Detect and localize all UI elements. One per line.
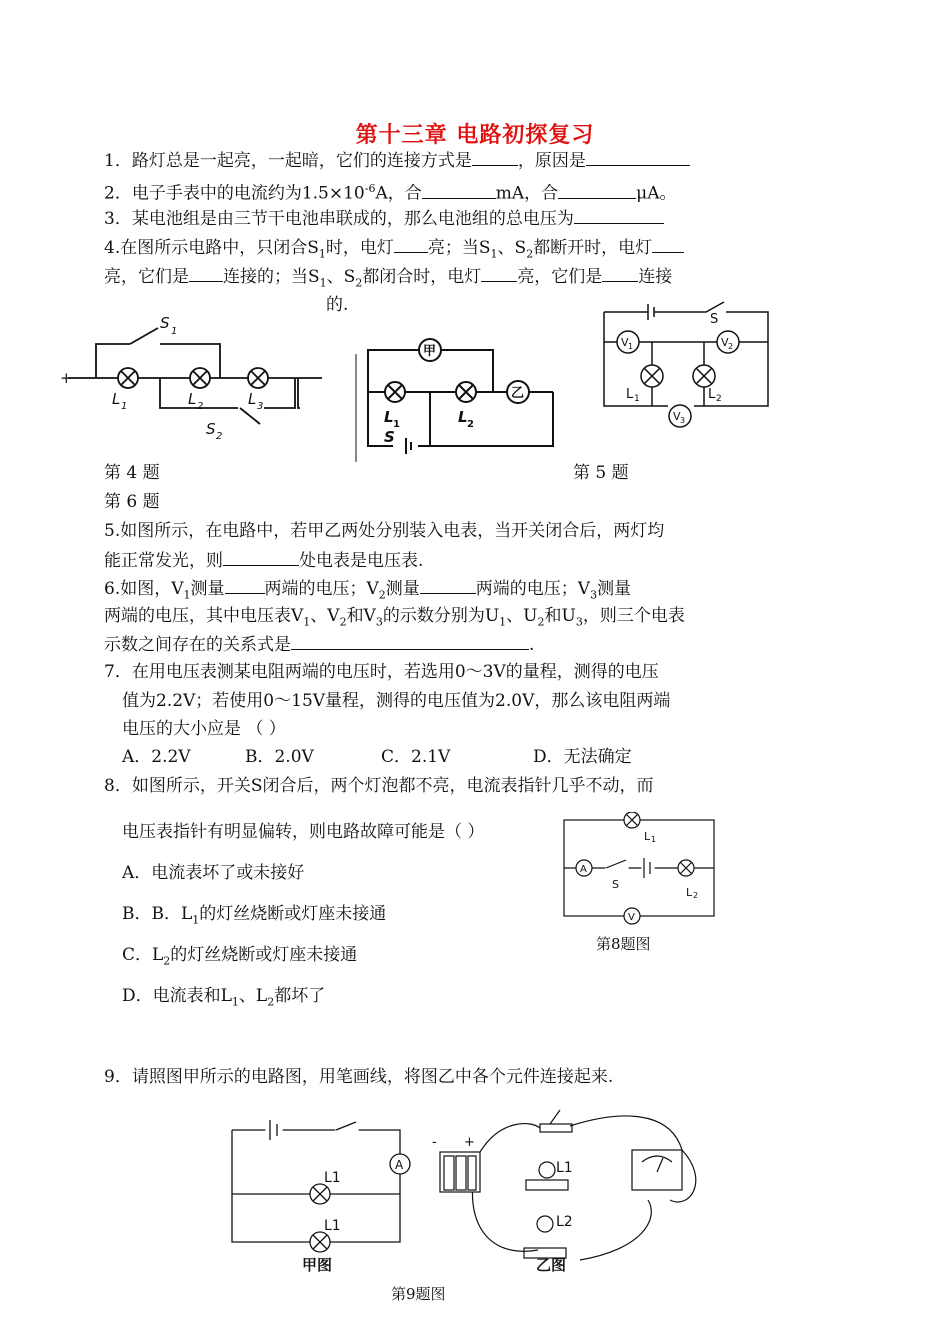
q6-l1-a: 6.如图，V bbox=[104, 579, 184, 599]
q2-text-a: 2．电子手表中的电流约为1.5×10 bbox=[104, 183, 365, 204]
q2-text-d: μA。 bbox=[636, 183, 677, 204]
sub: 2 bbox=[526, 247, 534, 261]
figure-6-circuit bbox=[596, 296, 776, 430]
fig8-label-v: V bbox=[628, 912, 635, 923]
q1-text-a: 1．路灯总是一起亮，一起暗，它们的连接方式是 bbox=[104, 151, 472, 171]
q4-l2-a: 亮，它们是 bbox=[104, 267, 189, 287]
q3-text-a: 3．某电池组是由三节干电池串联成的，那么电池组的总电压为 bbox=[104, 209, 574, 229]
q5-blank[interactable] bbox=[223, 549, 299, 566]
figure-4-circuit bbox=[60, 308, 330, 443]
fig6-sub: 1 bbox=[634, 394, 640, 404]
fig8-label-s: S bbox=[612, 878, 619, 891]
sub: 3 bbox=[590, 588, 598, 602]
q7-option-a[interactable]: A．2.2V bbox=[122, 747, 191, 767]
q6-l1-c: 两端的电压；V bbox=[264, 579, 379, 599]
q8-option-b[interactable] bbox=[122, 903, 386, 931]
question-4-line-2 bbox=[104, 265, 672, 294]
question-4-line-1 bbox=[104, 236, 684, 265]
q6-l1-d: 测量 bbox=[385, 579, 420, 599]
q8-c-a: C．L bbox=[122, 945, 164, 965]
q6-l1-b: 测量 bbox=[190, 579, 225, 599]
q7-option-d[interactable]: D．无法确定 bbox=[533, 747, 632, 767]
q4-l1-d: 、S bbox=[497, 238, 527, 258]
fig5-label-yi: 乙 bbox=[511, 386, 525, 401]
q7-option-c[interactable]: C．2.1V bbox=[381, 747, 451, 767]
q4-l1-c: 亮；当S bbox=[427, 238, 491, 258]
question-7-line-3: 电压的大小应是 （ ） bbox=[122, 719, 286, 739]
q8-d-a: D．电流表和L bbox=[122, 986, 232, 1006]
fig9-label-l1-bottom: L1 bbox=[324, 1218, 341, 1234]
fig5-label-jia: 甲 bbox=[423, 344, 437, 359]
q6-l2-d: 的示数分别为U bbox=[382, 606, 500, 626]
q6-l2-f: 和U bbox=[544, 606, 576, 626]
sub: 3 bbox=[375, 615, 383, 629]
q4-l1-e: 都断开时，电灯 bbox=[533, 238, 653, 258]
fig4-sub: 2 bbox=[216, 431, 223, 442]
fig9-label-jiatu: 甲图 bbox=[302, 1256, 333, 1274]
q6-l2-g: ，则三个电表 bbox=[582, 606, 685, 626]
fig4-label-s2: S bbox=[206, 420, 216, 438]
q6-l3-b: . bbox=[529, 635, 535, 655]
question-1 bbox=[104, 149, 690, 172]
sub: 2 bbox=[378, 588, 386, 602]
fig6-label-v2: V bbox=[721, 336, 729, 349]
fig9-battery-minus: - bbox=[432, 1135, 437, 1150]
fig9-label-yitu: 乙图 bbox=[536, 1256, 567, 1274]
fig6-sub: 1 bbox=[628, 342, 634, 351]
q1-blank-1[interactable] bbox=[472, 149, 518, 166]
sub: 2 bbox=[537, 615, 545, 629]
q6-l1-f: 测量 bbox=[597, 579, 632, 599]
fig6-label-l2: L bbox=[708, 387, 716, 402]
question-6-line-3 bbox=[104, 633, 534, 656]
q4-blank-5[interactable] bbox=[602, 265, 638, 282]
question-6-line-2 bbox=[104, 605, 685, 633]
fig9-label-l1-top: L1 bbox=[324, 1170, 341, 1186]
sub: 1 bbox=[231, 995, 239, 1009]
fig4-sub: 2 bbox=[197, 401, 204, 412]
fig4-plus: + bbox=[60, 369, 73, 387]
fig4-sub: 3 bbox=[257, 401, 264, 412]
q4-l2-e: 亮，它们是 bbox=[517, 267, 603, 287]
q6-l2-a: 两端的电压，其中电压表V bbox=[104, 606, 304, 626]
caption-q5: 第 5 题 bbox=[573, 463, 629, 483]
q4-blank-4[interactable] bbox=[481, 265, 517, 282]
q3-blank[interactable] bbox=[574, 207, 664, 224]
q7-option-b[interactable]: B．2.0V bbox=[245, 747, 314, 767]
sub: 1 bbox=[490, 247, 498, 261]
q8-b-b: 的灯丝烧断或灯座未接通 bbox=[199, 904, 387, 924]
fig8-sub: 1 bbox=[651, 835, 657, 844]
q2-text-c: mA，合 bbox=[495, 183, 559, 204]
figure-9-jia-circuit bbox=[222, 1112, 420, 1282]
sub: 2 bbox=[355, 276, 363, 290]
sub: 1 bbox=[499, 615, 507, 629]
fig9-label-bl2: L2 bbox=[556, 1214, 573, 1230]
question-8-line-1: 8．如图所示，开关S闭合后，两个灯泡都不亮，电流表指针几乎不动，而 bbox=[104, 776, 654, 796]
q2-exponent: -6 bbox=[364, 182, 376, 195]
fig5-label-s: S bbox=[384, 428, 395, 446]
sub: 1 bbox=[303, 615, 311, 629]
q6-blank-2[interactable] bbox=[420, 577, 476, 594]
question-4-line-3: 的. bbox=[326, 295, 349, 315]
q8-d-b: 、L bbox=[238, 986, 268, 1006]
fig6-label-s: S bbox=[710, 312, 719, 327]
fig5-label-l1: L bbox=[384, 408, 394, 426]
fig8-label-a: A bbox=[580, 864, 587, 875]
q4-l1-b: 时，电灯 bbox=[325, 238, 394, 258]
q8-c-b: 的灯丝烧断或灯座未接通 bbox=[170, 945, 358, 965]
q8-option-a[interactable]: A．电流表坏了或未接好 bbox=[122, 863, 305, 883]
q8-b-a: B．B．L bbox=[122, 904, 193, 924]
fig9-battery-plus: + bbox=[464, 1135, 475, 1150]
sub: 2 bbox=[339, 615, 347, 629]
q8-option-d[interactable] bbox=[122, 985, 325, 1013]
q4-blank-1[interactable] bbox=[394, 236, 428, 253]
q4-l2-d: 都闭合时，电灯 bbox=[362, 267, 482, 287]
fig8-sub: 2 bbox=[693, 891, 699, 900]
sub: 1 bbox=[183, 588, 191, 602]
q5-l2-a: 能正常发光，则 bbox=[104, 551, 223, 571]
sub: 1 bbox=[318, 247, 326, 261]
question-7-line-2: 值为2.2V；若使用0～15V量程，测得的电压值为2.0V，那么该电阻两端 bbox=[122, 691, 671, 711]
q8-d-c: 都坏了 bbox=[274, 986, 326, 1006]
q4-l2-b: 连接的；当S bbox=[223, 267, 320, 287]
sub: 2 bbox=[267, 995, 275, 1009]
question-9-line-1: 9．请照图甲所示的电路图，用笔画线，将图乙中各个元件连接起来. bbox=[104, 1067, 614, 1087]
figure-8-circuit bbox=[560, 812, 720, 932]
q6-blank-3[interactable] bbox=[291, 633, 529, 650]
fig4-label-s1: S bbox=[160, 314, 170, 332]
question-7-line-1: 7．在用电压表测某电阻两端的电压时，若选用0～3V的量程，测得的电压 bbox=[104, 662, 659, 682]
sub: 3 bbox=[575, 615, 583, 629]
fig5-label-l2: L bbox=[458, 408, 468, 426]
question-3 bbox=[104, 207, 664, 230]
q2-text-b: A，合 bbox=[375, 183, 422, 204]
q4-l2-f: 连接 bbox=[638, 267, 673, 287]
fig4-sub: 1 bbox=[121, 401, 128, 412]
fig6-label-v3: V bbox=[673, 410, 681, 423]
figure-9-yi-components bbox=[420, 1100, 710, 1280]
fig6-sub: 3 bbox=[680, 416, 686, 425]
fig4-sub: 1 bbox=[171, 326, 178, 337]
q4-l2-c: 、S bbox=[326, 267, 356, 287]
sub: 1 bbox=[192, 913, 200, 927]
caption-q8: 第8题图 bbox=[596, 935, 651, 953]
question-5-line-2 bbox=[104, 549, 423, 572]
fig4-label-l2: L bbox=[188, 390, 197, 408]
q6-l2-b: 、V bbox=[310, 606, 340, 626]
q1-text-b: ，原因是 bbox=[517, 151, 586, 171]
fig8-label-l1: L bbox=[644, 830, 651, 843]
page-title: 第十三章 电路初探复习 bbox=[355, 123, 595, 148]
q2-blank-ma[interactable] bbox=[422, 182, 496, 199]
q4-l1-a: 4.在图所示电路中，只闭合S bbox=[104, 238, 319, 258]
q6-l1-e: 两端的电压；V bbox=[475, 579, 591, 599]
fig8-label-l2: L bbox=[686, 886, 693, 899]
q6-l2-c: 和V bbox=[346, 606, 376, 626]
q8-option-c[interactable] bbox=[122, 944, 357, 972]
q1-blank-2[interactable] bbox=[586, 149, 690, 166]
q2-blank-ua[interactable] bbox=[558, 182, 636, 199]
fig6-label-l1: L bbox=[626, 387, 634, 402]
q6-blank-1[interactable] bbox=[225, 577, 265, 594]
fig9-label-a: A bbox=[395, 1158, 404, 1172]
q6-l2-e: 、U bbox=[506, 606, 538, 626]
figure-5-circuit bbox=[348, 334, 560, 464]
q6-l3-a: 示数之间存在的关系式是 bbox=[104, 635, 291, 655]
fig5-sub: 1 bbox=[393, 419, 400, 430]
fig5-sub: 2 bbox=[467, 419, 474, 430]
q5-l2-b: 处电表是电压表. bbox=[299, 551, 424, 571]
caption-q4: 第 4 题 bbox=[104, 463, 160, 483]
fig4-label-l1: L bbox=[112, 390, 121, 408]
q4-blank-2[interactable] bbox=[652, 236, 684, 253]
sub: 2 bbox=[163, 954, 171, 968]
caption-q6: 第 6 题 bbox=[104, 492, 160, 512]
fig6-sub: 2 bbox=[728, 342, 734, 351]
sub: 1 bbox=[319, 276, 327, 290]
question-6-line-1 bbox=[104, 577, 631, 606]
question-2 bbox=[104, 178, 676, 205]
fig4-label-l3: L bbox=[248, 390, 257, 408]
fig9-label-bl1: L1 bbox=[556, 1160, 573, 1176]
question-5-line-1: 5.如图所示，在电路中，若甲乙两处分别装入电表，当开关闭合后，两灯均 bbox=[104, 521, 665, 541]
fig6-label-v1: V bbox=[621, 336, 629, 349]
fig6-sub: 2 bbox=[716, 394, 722, 404]
caption-q9: 第9题图 bbox=[391, 1285, 446, 1303]
question-8-line-2: 电压表指针有明显偏转，则电路故障可能是（ ） bbox=[122, 822, 485, 842]
q4-blank-3[interactable] bbox=[189, 265, 223, 282]
